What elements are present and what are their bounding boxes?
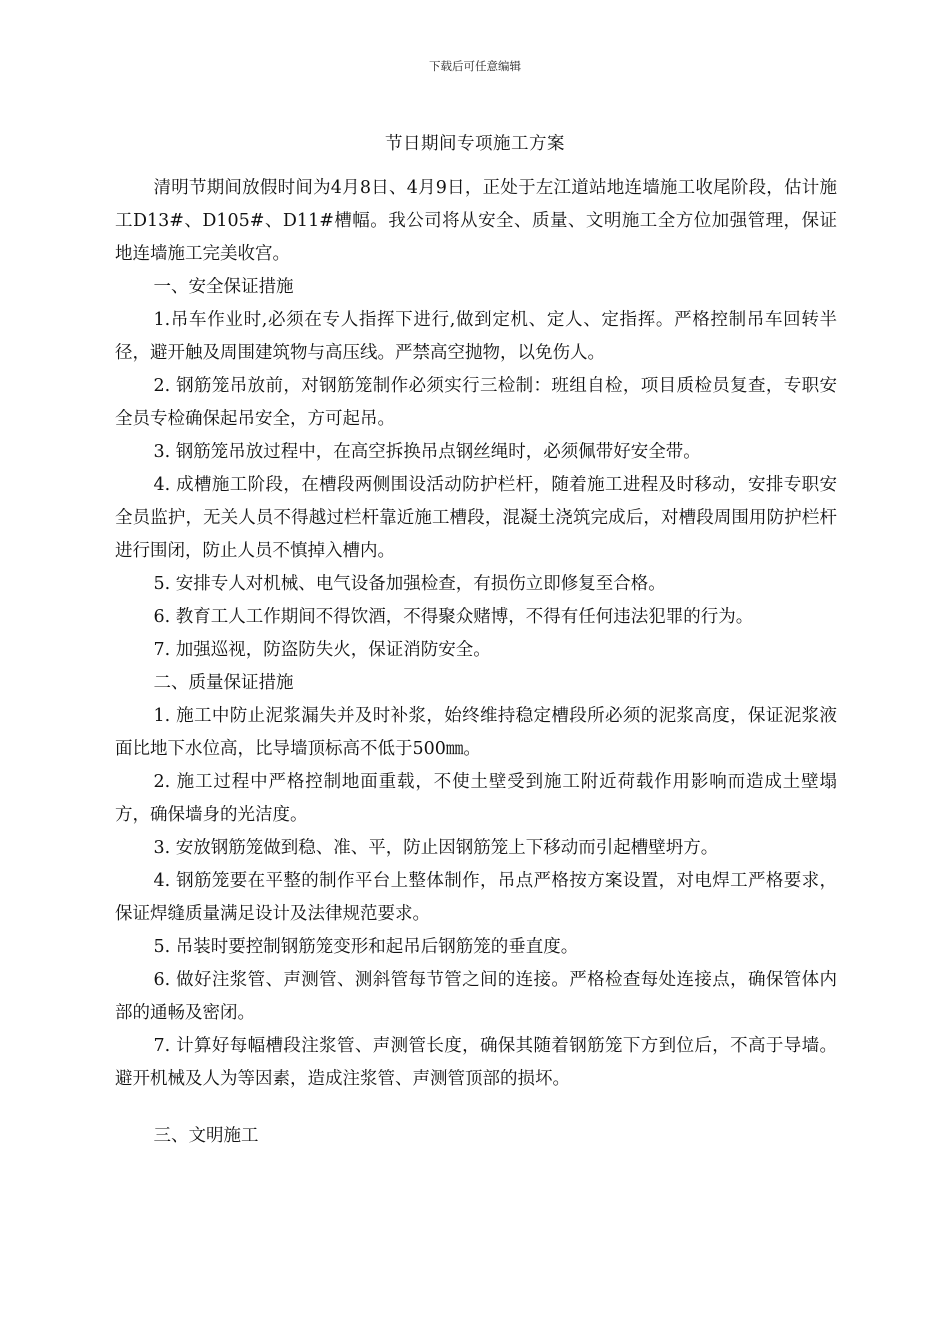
quality-item-1: 1. 施工中防止泥浆漏失并及时补浆，始终维持稳定槽段所必须的泥浆高度，保证泥浆液面比地下水位高，比导墙顶标高不低于500㎜。 [115,706,837,759]
section-heading-civilized: 三、文明施工 [153,1126,259,1146]
quality-item-2: 2. 施工过程中严格控制地面重载，不使土壁受到施工附近荷载作用影响而造成土壁塌方，确保墙身的光洁度。 [115,772,837,825]
safety-item-3: 3. 钢筋笼吊放过程中，在高空拆换吊点钢丝绳时，必须佩带好安全带。 [153,442,701,462]
document-body [115,172,837,1153]
quality-item-3: 3. 安放钢筋笼做到稳、准、平，防止因钢筋笼上下移动而引起槽壁坍方。 [153,838,719,858]
section-heading-quality: 二、质量保证措施 [153,673,294,693]
header-note: 下载后可任意编辑 [429,59,521,73]
quality-item-6: 6. 做好注浆管、声测管、测斜管每节管之间的连接。严格检查每处连接点，确保管体内部的通畅及密闭。 [115,970,837,1023]
intro-paragraph: 清明节期间放假时间为4月8日、4月9日，正处于左江道站地连墙施工收尾阶段，估计施工D13#、D105#、D11#槽幅。我公司将从安全、质量、文明施工全方位加强管理，保证地连墙施工完美收宫。 [115,178,837,264]
quality-item-5: 5. 吊装时要控制钢筋笼变形和起吊后钢筋笼的垂直度。 [153,937,579,957]
document-title: 节日期间专项施工方案 [385,134,565,154]
safety-item-6: 6. 教育工人工作期间不得饮酒，不得聚众赌博，不得有任何违法犯罪的行为。 [153,607,754,627]
quality-item-4: 4. 钢筋笼要在平整的制作平台上整体制作，吊点严格按方案设置，对电焊工严格要求，保证焊缝质量满足设计及法律规范要求。 [115,871,837,924]
safety-item-4: 4. 成槽施工阶段，在槽段两侧围设活动防护栏杆，随着施工进程及时移动，安排专职安全员监护，无关人员不得越过栏杆靠近施工槽段，混凝土浇筑完成后，对槽段周围用防护栏杆进行围闭，防止人员不慎掉入槽内。 [115,475,837,561]
quality-item-7: 7. 计算好每幅槽段注浆管、声测管长度，确保其随着钢筋笼下方到位后，不高于导墙。避开机械及人为等因素，造成注浆管、声测管顶部的损坏。 [115,1036,837,1089]
safety-item-1: 1.吊车作业时,必须在专人指挥下进行,做到定机、定人、定指挥。严格控制吊车回转半径，避开触及周围建筑物与高压线。严禁高空抛物，以免伤人。 [115,310,837,363]
section-heading-safety: 一、安全保证措施 [153,277,294,297]
safety-item-7: 7. 加强巡视，防盗防失火，保证消防安全。 [153,640,491,660]
safety-item-5: 5. 安排专人对机械、电气设备加强检查，有损伤立即修复至合格。 [153,574,666,594]
safety-item-2: 2. 钢筋笼吊放前，对钢筋笼制作必须实行三检制：班组自检，项目质检员复查，专职安全员专检确保起吊安全，方可起吊。 [115,376,837,429]
